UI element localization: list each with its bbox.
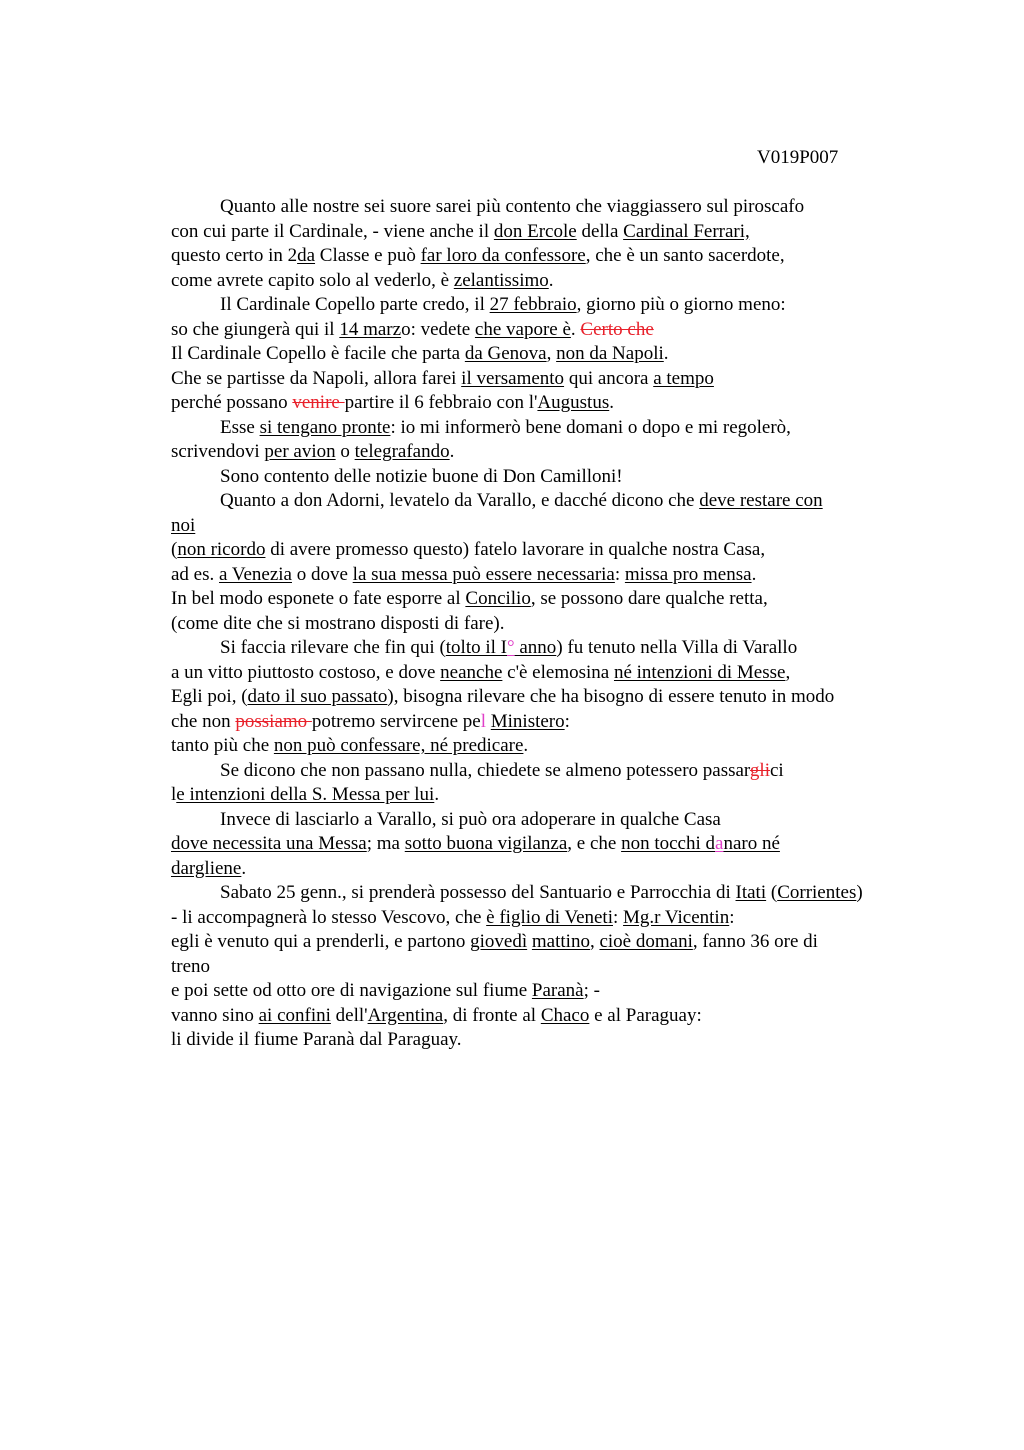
text-segment: : [613,906,624,928]
text-segment: questo certo in 2 [171,245,298,266]
text-segment: . [548,269,554,291]
text-line [171,734,931,759]
underlined-text: non da Napoli [556,343,664,364]
underlined-text: Concilio [465,588,531,609]
text-line [171,293,931,318]
underlined-text: telegrafando [354,441,450,462]
text-line [171,710,931,735]
text-segment: Esse [220,416,260,438]
text-line [171,661,931,686]
underlined-text: non ricordo [177,539,266,560]
underlined-text: cioè domani [599,931,693,952]
deleted-text: venire [292,392,345,413]
text-segment: di avere promesso questo) fatelo lavorare in qualche nostra Casa, [265,539,766,560]
underlined-text: non tocchi d [621,833,716,854]
text-line [171,514,931,539]
text-segment: , e che [567,833,622,854]
text-segment: qui ancora [564,367,654,389]
text-segment: , giorno più o giorno meno: [576,294,786,315]
text-segment: ; ma [366,833,405,854]
text-segment: ( [171,539,178,560]
text-segment: Si faccia rilevare che fin qui ( [220,637,446,658]
underlined-text: Chaco [540,1004,590,1026]
underlined-text: Paranà [531,980,584,1001]
text-segment: Invece di lasciarlo a Varallo, si può ora adoperare in qualche Casa [220,808,721,830]
text-segment: , [546,343,557,364]
text-line [171,391,931,416]
underlined-text: 27 febbraio [489,294,577,315]
text-segment: : io mi informerò bene domani o dopo e mi regolerò, [390,416,791,438]
text-segment: . [434,784,440,805]
text-line [171,465,931,490]
underlined-text: il versamento [461,367,565,389]
text-segment: a un vitto piuttosto costoso, e dove [171,661,441,683]
text-segment: , che è un santo sacerdote, [585,245,785,266]
underlined-text: Corrientes [777,882,857,903]
underlined-text: Cardinal Ferrari, [623,220,750,242]
underlined-text: a tempo [653,367,714,389]
text-segment: ) [856,882,863,903]
text-segment: - li accompagnerà lo stesso Vescovo, che [171,906,487,928]
underlined-text: anno [514,637,557,658]
underlined-text: Ministero [490,710,565,732]
text-segment: Quanto alle nostre sei suore sarei più contento che viaggiassero sul piroscafo [220,196,805,217]
text-segment: ad es. [171,563,220,585]
text-line [171,195,931,220]
text-line [171,367,931,392]
text-line [171,759,931,784]
text-line [171,538,931,563]
underlined-text: dargliene [171,857,242,879]
text-line [171,979,931,1004]
text-segment: che non [171,710,236,732]
text-line [171,342,931,367]
document-body [171,195,931,1053]
text-segment: o dove [291,563,353,585]
text-segment: partire il 6 febbraio con l' [344,392,538,413]
text-segment: ( [766,882,778,903]
underlined-text: Argentina [367,1004,444,1026]
text-segment: e poi sette od otto ore di navigazione sul fiume [171,980,532,1001]
text-segment: egli è venuto qui a prenderli, e partono [171,931,471,952]
underlined-text: per avion [264,441,336,462]
text-segment: , se possono dare qualche retta, [530,588,768,609]
text-segment: . [449,441,455,462]
text-line [171,318,931,343]
text-segment: dell' [330,1004,368,1026]
underlined-text: mattino [531,931,590,952]
text-segment: . [570,318,581,340]
text-segment: In bel modo esponete o fate esporre al [171,588,466,609]
text-line [171,587,931,612]
text-segment: Sabato 25 genn., si prenderà possesso del Santuario e Parrocchia di [220,882,736,903]
text-segment: treno [171,955,211,977]
inserted-text: ° [507,637,515,658]
underlined-text: tolto il I [445,637,508,658]
text-segment: scrivendovi [171,441,265,462]
underlined-text: la sua messa può essere necessaria [352,563,615,585]
text-segment: Quanto a don Adorni, levatelo da Varallo, e dacché dicono che [220,490,700,511]
text-segment: ), bisogna rilevare che ha bisogno di essere tenuto in modo [387,686,835,707]
text-segment: : [614,563,625,585]
underlined-text: dato il suo passato [247,686,388,707]
underlined-text: don Ercole [493,220,577,242]
text-segment: vanno sino [171,1004,259,1026]
text-segment: Se dicono che non passano nulla, chiedete se almeno potessero passar [220,759,750,781]
text-segment: . [663,343,669,364]
text-segment: della [576,220,624,242]
text-segment: con cui parte il Cardinale, - viene anche il [171,220,494,242]
text-segment: , di fronte al [443,1004,541,1026]
underlined-text: che vapore è [474,318,571,340]
text-segment: . [751,563,757,585]
text-segment: : [729,906,735,928]
text-segment: . [609,392,614,413]
underlined-text: a Venezia [219,563,292,585]
text-segment: : [564,710,570,732]
underlined-text: zelantissimo [453,269,549,291]
text-segment: so che giungerà qui il [171,318,340,340]
text-line [171,1004,931,1029]
text-segment: li divide il fiume Paranà dal Paraguay. [171,1029,462,1050]
underlined-text: da [297,245,316,266]
text-segment: perché possano [171,392,293,413]
text-line [171,685,931,710]
text-line [171,930,931,955]
underlined-text: Augustus [537,392,610,413]
text-line [171,832,931,857]
text-line [171,416,931,441]
text-segment: Sono contento delle notizie buone di Don Camilloni! [220,465,623,487]
text-segment: tanto più che [171,735,274,756]
text-segment: c'è elemosina [502,661,614,683]
text-segment: Il Cardinale Copello è facile che parta [171,343,465,364]
text-segment: , [589,931,600,952]
text-segment: ; - [583,980,600,1001]
underlined-text: Mg.r Vicentin [623,906,730,928]
underlined-text: si tengano pronte [259,416,391,438]
underlined-text: ai confini [258,1004,331,1026]
text-segment: come avrete capito solo al vederlo, è [171,269,454,291]
inserted-text: a [715,833,724,854]
text-line [171,857,931,882]
underlined-text: naro né [723,833,780,854]
text-segment: potremo servircene pe [311,710,481,732]
text-segment: Che se partisse da Napoli, allora farei [171,367,462,389]
text-segment: . [523,735,529,756]
underlined-text: deve restare con [699,490,823,511]
underlined-text: far loro da confessore [420,245,586,266]
text-segment: ci [769,759,784,781]
underlined-text: giovedì [470,931,528,952]
text-line [171,636,931,661]
text-segment: , fanno 36 ore di [692,931,818,952]
underlined-text: missa pro mensa [624,563,752,585]
deleted-text: possiamo [235,710,312,732]
text-line [171,783,931,808]
underlined-text: noi [171,514,196,536]
text-line [171,881,931,906]
underlined-text: 14 marz [339,318,402,340]
text-segment: Egli poi, ( [171,686,248,707]
underlined-text: Itati [735,882,767,903]
deleted-text: Certo che [580,318,654,340]
page-identifier: V019P007 [757,147,839,168]
text-line [171,220,931,245]
text-segment: , [785,661,791,683]
text-line [171,906,931,931]
text-line [171,244,931,269]
underlined-text: non può confessare, né predicare [273,735,524,756]
text-segment: ) fu tenuto nella Villa di Varallo [556,637,798,658]
text-line [171,808,931,833]
text-line [171,440,931,465]
underlined-text: e intenzioni della S. Messa per lui [176,784,435,805]
underlined-text: neanche [440,661,503,683]
inserted-text: l [480,710,486,732]
text-segment: l [171,784,177,805]
underlined-text: da Genova [464,343,547,364]
text-segment: Classe e può [315,245,421,266]
text-segment: . [241,857,247,879]
text-line [171,489,931,514]
text-segment: Il Cardinale Copello parte credo, il [220,294,490,315]
text-segment: (come dite che si mostrano disposti di fare). [171,612,505,634]
underlined-text: è figlio di Veneti [486,906,613,928]
text-line [171,612,931,637]
underlined-text: né intenzioni di Messe [613,661,786,683]
deleted-text: gli [749,759,770,781]
text-segment: o: vedete [401,318,475,340]
text-line [171,955,931,980]
underlined-text: sotto buona vigilanza [404,833,568,854]
text-line [171,269,931,294]
text-segment: o [335,441,355,462]
text-line [171,563,931,588]
underlined-text: dove necessita una Messa [171,833,367,854]
text-line [171,1028,931,1053]
text-segment: e al Paraguay: [589,1004,702,1026]
